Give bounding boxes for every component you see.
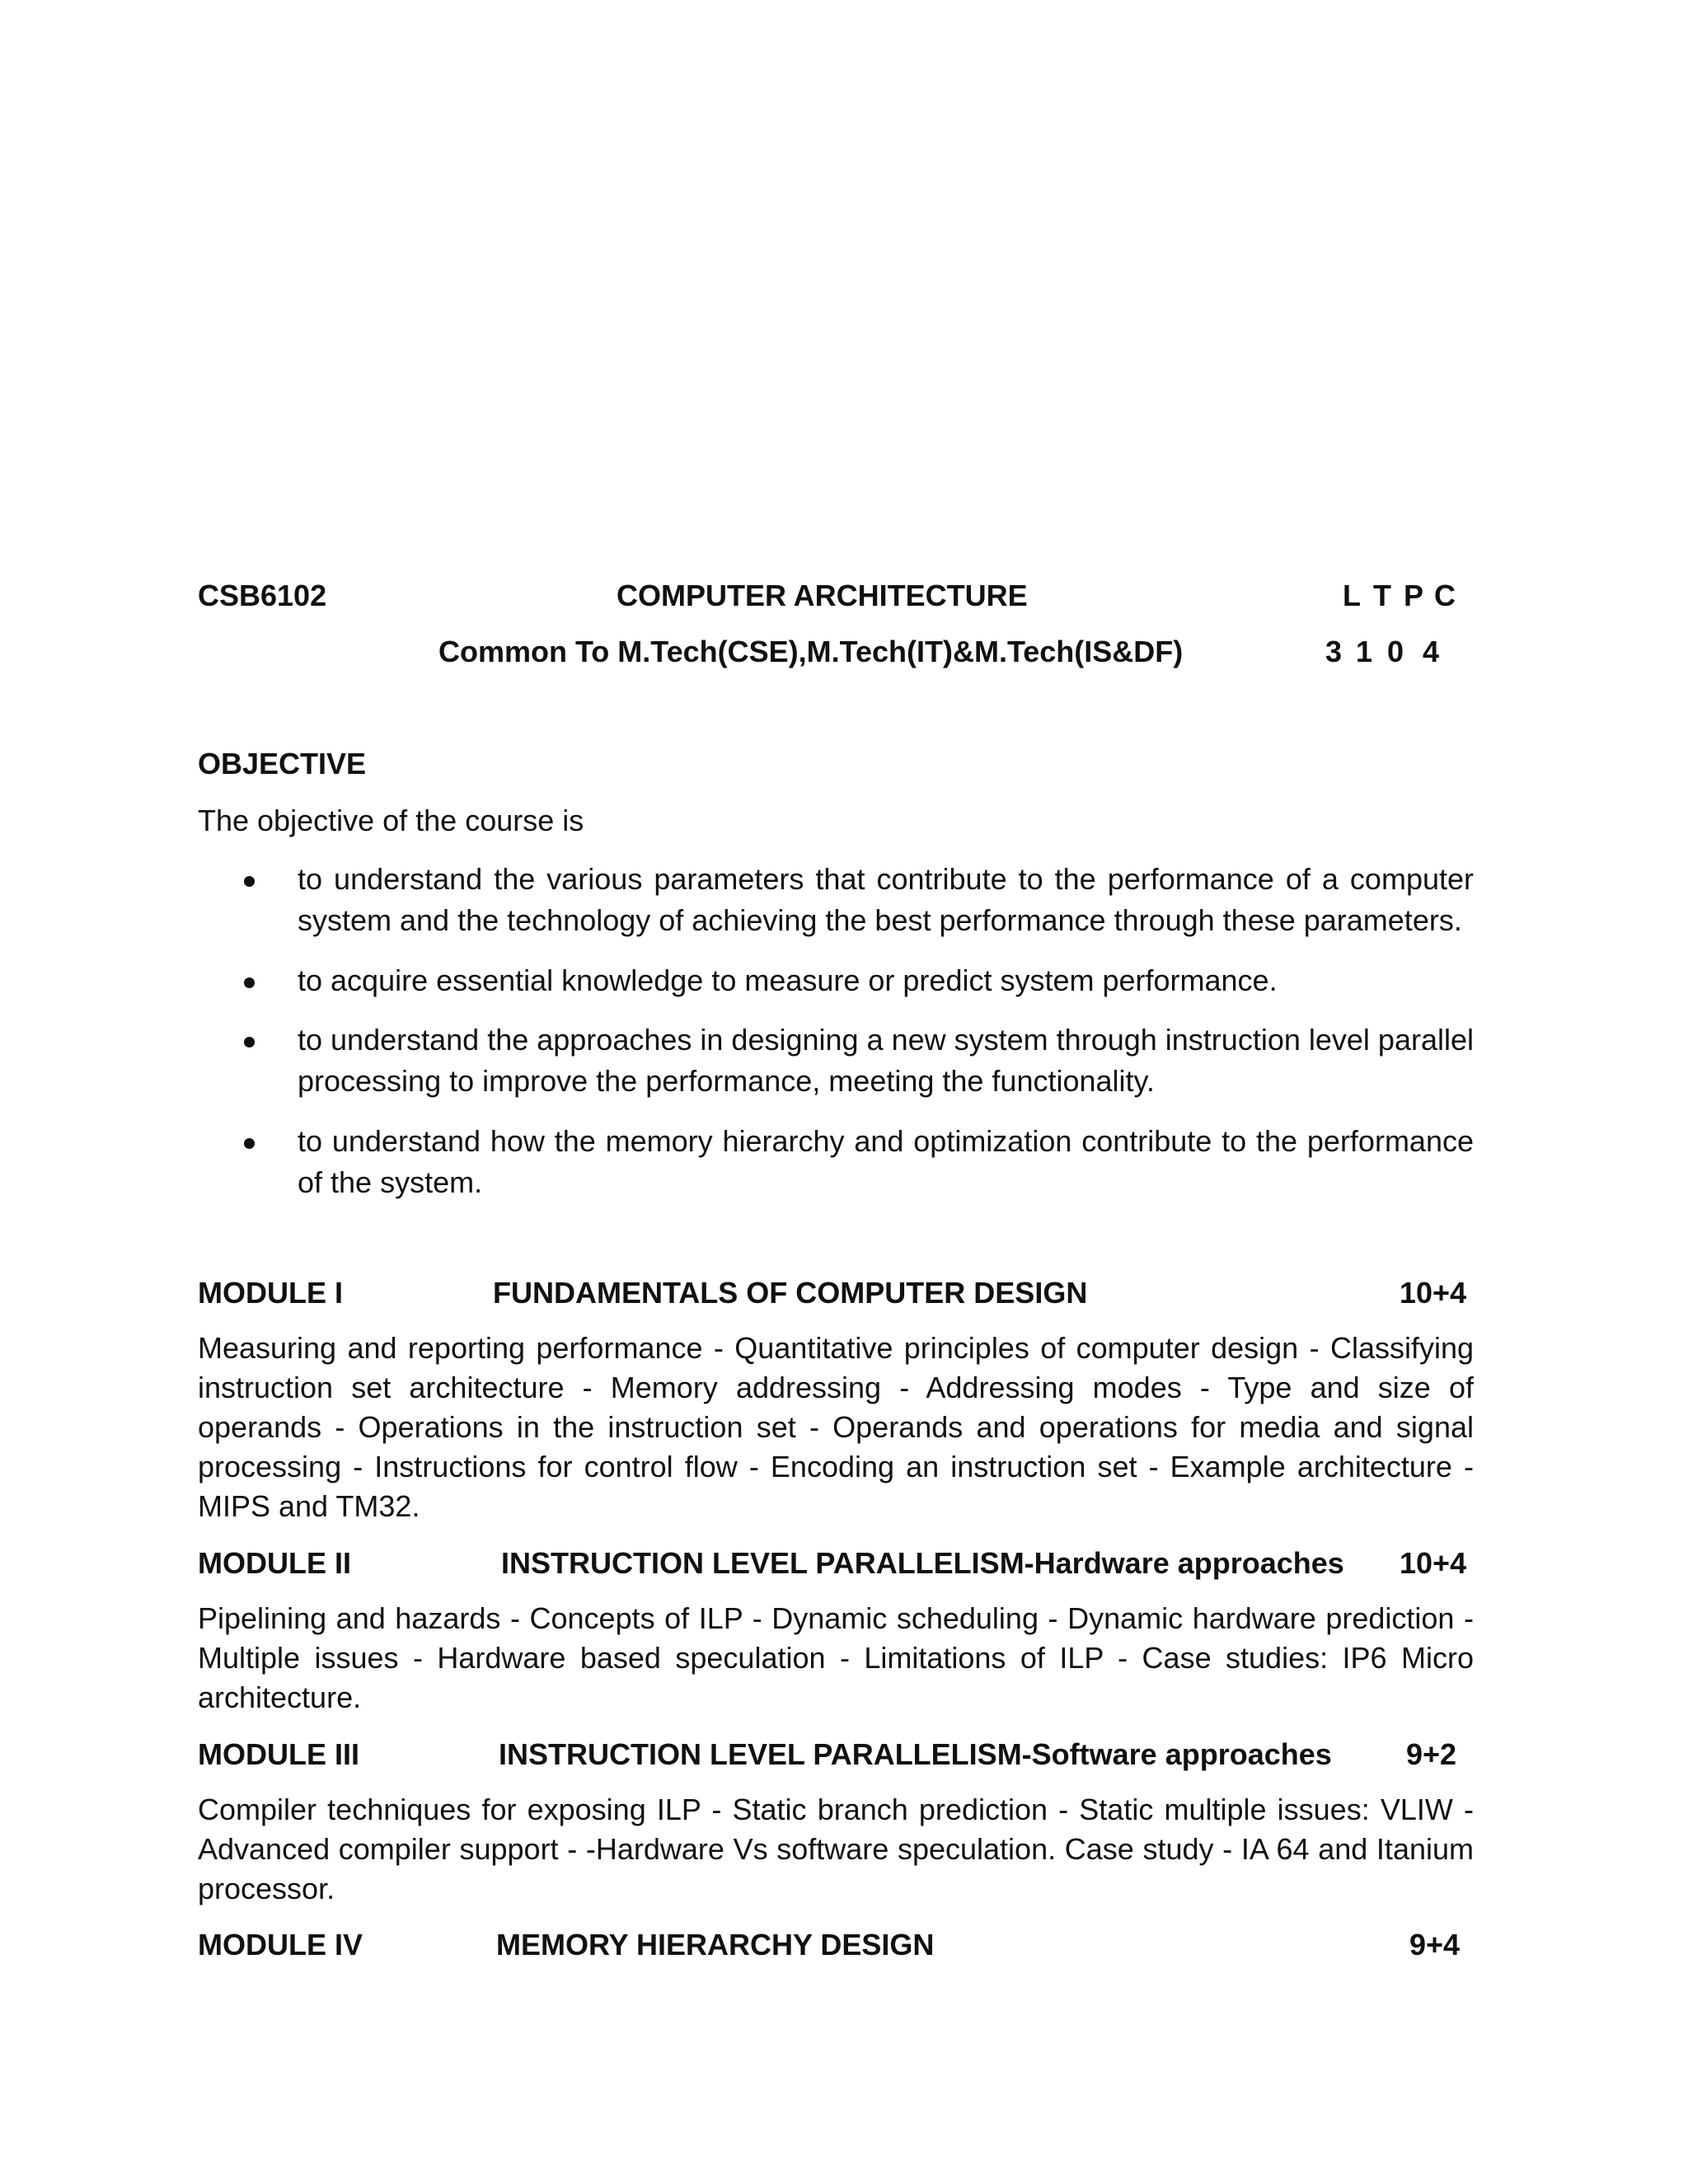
objective-bullet-text: to understand the various parameters that contribute to the performance of a computer system and the technology of achieving the best performance through these parameters. <box>298 862 1474 937</box>
module-content: Measuring and reporting performance - Quantitative principles of computer design - Classifying instruction set architecture - Memory addressing - Addressing modes - Type and size of operands - Operations in the instruction set - Operands and operations for media and signal processing - Instructions for control flow - Encoding an instruction set - Example architecture - MIPS and TM32. <box>198 1331 1474 1523</box>
module-hours: 9+4 <box>1409 1928 1461 1961</box>
module-title: INSTRUCTION LEVEL PARALLELISM-Software approaches <box>499 1737 1332 1771</box>
module-label: MODULE IV <box>198 1928 363 1961</box>
ltpc-label-p: P <box>1403 579 1423 612</box>
module-label: MODULE II <box>198 1546 351 1580</box>
objective-bullet-text: to acquire essential knowledge to measure or predict system performance. <box>298 963 1278 997</box>
ltpc-value-t: 1 <box>1355 635 1373 668</box>
module-content: Pipelining and hazards - Concepts of ILP - Dynamic scheduling - Dynamic hardware prediction - Multiple issues - Hardware based speculation - Limitations of ILP - Case studies: IP6 Micro architecture. <box>198 1601 1474 1714</box>
objective-intro: The objective of the course is <box>198 804 584 837</box>
bullet-icon <box>244 1138 255 1149</box>
course-code: CSB6102 <box>198 579 327 612</box>
ltpc-values <box>1319 635 1451 669</box>
module-hours: 10+4 <box>1400 1546 1467 1580</box>
objective-bullet-text: to understand how the memory hierarchy and optimization contribute to the performance of the system. <box>298 1124 1474 1199</box>
module-hours: 10+4 <box>1400 1276 1467 1310</box>
module-title: FUNDAMENTALS OF COMPUTER DESIGN <box>493 1276 1088 1310</box>
bullet-icon <box>244 1037 255 1047</box>
ltpc-value-l: 3 <box>1325 635 1343 668</box>
ltpc-label-t: T <box>1373 579 1391 612</box>
module-content: Compiler techniques for exposing ILP - Static branch prediction - Static multiple issues: VLIW - Advanced compiler support - -Hardware Vs software speculation. Case study - IA 64 and Itanium processor. <box>198 1793 1474 1905</box>
module-label: MODULE III <box>198 1737 359 1771</box>
ltpc-value-p: 0 <box>1386 635 1404 668</box>
objective-bullet-text: to understand the approaches in designing a new system through instruction level parallel processing to improve the performance, meeting the functionality. <box>298 1023 1474 1098</box>
course-title: COMPUTER ARCHITECTURE <box>617 579 1028 612</box>
ltpc-value-c: 4 <box>1422 635 1440 668</box>
objective-heading: OBJECTIVE <box>198 747 367 780</box>
ltpc-label-c: C <box>1434 579 1456 612</box>
module-title: MEMORY HIERARCHY DESIGN <box>496 1928 935 1961</box>
ltpc-labels <box>1337 579 1461 613</box>
bullet-icon <box>244 977 255 988</box>
bullet-icon <box>244 876 255 887</box>
course-subtitle: Common To M.Tech(CSE),M.Tech(IT)&M.Tech(IS&DF) <box>438 635 1184 668</box>
module-label: MODULE I <box>198 1276 343 1310</box>
module-title: INSTRUCTION LEVEL PARALLELISM-Hardware approaches <box>501 1546 1344 1580</box>
module-hours: 9+2 <box>1406 1737 1457 1771</box>
ltpc-label-l: L <box>1343 579 1361 612</box>
